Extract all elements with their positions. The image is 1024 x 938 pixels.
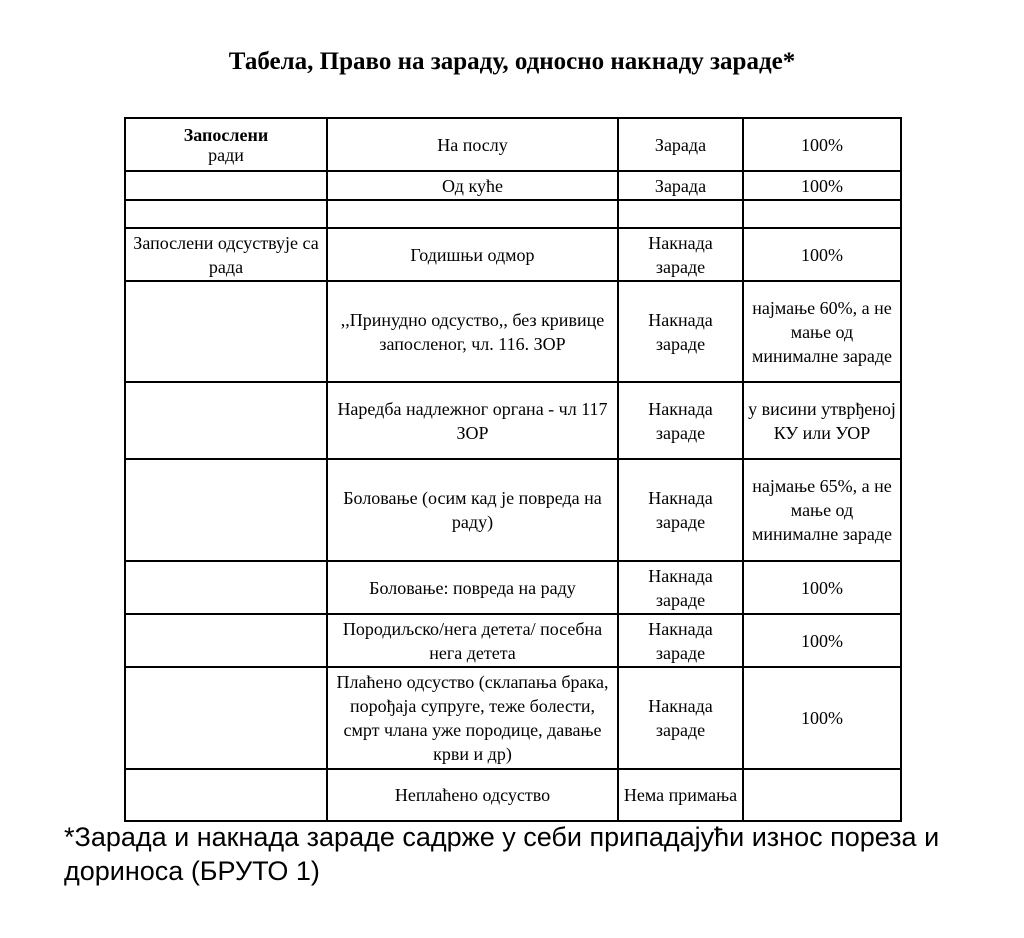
table-row	[125, 281, 901, 382]
table-cell: Накнада зараде	[618, 459, 743, 561]
table-cell: Породиљско/нега детета/ посебна нега детета	[327, 614, 618, 667]
table-cell: најмање 65%, а не мање од минималне зараде	[743, 459, 901, 561]
table-cell	[125, 171, 327, 200]
table-cell: Од куће	[327, 171, 618, 200]
table-cell: На послу	[327, 118, 618, 171]
table-cell: Накнада зараде	[618, 561, 743, 614]
table-cell	[125, 459, 327, 561]
table-cell: Накнада зараде	[618, 228, 743, 281]
footnote: *Зарада и накнада зараде садрже у себи припадајући износ пореза и дориноса (БРУТО 1)	[64, 822, 940, 886]
table-cell: Накнада зараде	[618, 614, 743, 667]
table-cell: 100%	[743, 171, 901, 200]
table-cell	[125, 561, 327, 614]
table-cell: Неплаћено одсуство	[327, 769, 618, 821]
table-row	[125, 118, 901, 171]
table-cell: 100%	[743, 614, 901, 667]
table-cell: 100%	[743, 667, 901, 769]
table-cell: Накнада зараде	[618, 281, 743, 382]
page-title: Табела, Право на зараду, односно накнаду зараде*	[228, 48, 796, 75]
table-cell	[743, 200, 901, 228]
table-cell	[327, 200, 618, 228]
table-cell: 100%	[743, 228, 901, 281]
table-cell: Годишњи одмор	[327, 228, 618, 281]
table-cell: Зарада	[618, 118, 743, 171]
table-cell: Зарада	[618, 171, 743, 200]
table-cell	[125, 200, 327, 228]
table-cell	[125, 118, 327, 171]
table-row	[125, 200, 901, 228]
table-cell: у висини утврђеној КУ или УОР	[743, 382, 901, 459]
table-cell: Накнада зараде	[618, 667, 743, 769]
table-cell: Запослени одсуствује са рада	[125, 228, 327, 281]
table-row	[125, 171, 901, 200]
table-row	[125, 614, 901, 667]
table-row	[125, 769, 901, 821]
table-cell: Плаћено одсуство (склапања брака, порођаја супруге, теже болести, смрт члана уже породице, давање крви и др)	[327, 667, 618, 769]
table-cell: Наредба надлежног органа - чл 117 ЗОР	[327, 382, 618, 459]
table-cell: Боловање: повреда на раду	[327, 561, 618, 614]
table-cell	[125, 667, 327, 769]
table-row	[125, 459, 901, 561]
table-cell: Накнада зараде	[618, 382, 743, 459]
table-row	[125, 667, 901, 769]
table-cell	[125, 614, 327, 667]
table-cell	[125, 769, 327, 821]
cell-text: ради	[208, 144, 244, 165]
table-cell: најмање 60%, а не мање од минималне зараде	[743, 281, 901, 382]
cell-text-bold: Запослени	[183, 124, 269, 145]
table-row	[125, 382, 901, 459]
table-cell	[125, 382, 327, 459]
table-cell	[743, 769, 901, 821]
table-row	[125, 228, 901, 281]
table-cell: 100%	[743, 118, 901, 171]
salary-table	[124, 117, 902, 822]
table-row	[125, 561, 901, 614]
table-cell	[618, 200, 743, 228]
table-cell	[125, 281, 327, 382]
table-cell: ,,Принудно одсуство,, без кривице запосленог, чл. 116. ЗОР	[327, 281, 618, 382]
table-cell: 100%	[743, 561, 901, 614]
table-cell: Нема примања	[618, 769, 743, 821]
table-cell: Боловање (осим кад је повреда на раду)	[327, 459, 618, 561]
